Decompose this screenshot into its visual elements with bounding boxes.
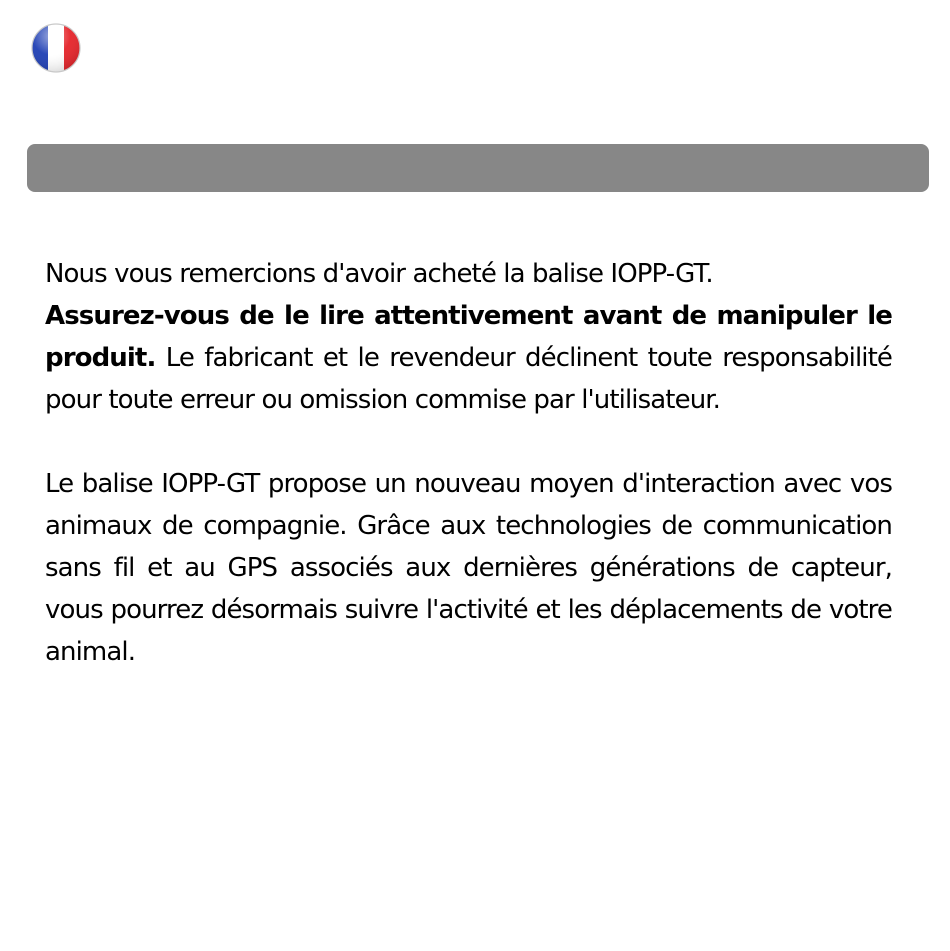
warning-text: Assurez-vous de le lire attentivement avant de manipuler le produit. xyxy=(45,301,892,373)
intro-paragraph xyxy=(45,253,892,421)
document-body xyxy=(45,253,892,673)
section-header-bar xyxy=(27,144,929,192)
description-paragraph: Le balise IOPP-GT propose un nouveau moyen d'interaction avec vos animaux de compagnie. Grâce aux technologies de communication sans fil et au GPS associés aux dernières générations de capteur, vous pourrez désormais suivre l'activité et les déplacements de votre animal. xyxy=(45,469,892,667)
disclaimer-text: Le fabricant et le revendeur déclinent toute responsabilité pour toute erreur ou omission commise par l'utilisateur. xyxy=(45,343,892,415)
thanks-text: Nous vous remercions d'avoir acheté la balise IOPP-GT. xyxy=(45,259,713,289)
french-flag-icon xyxy=(30,22,82,74)
